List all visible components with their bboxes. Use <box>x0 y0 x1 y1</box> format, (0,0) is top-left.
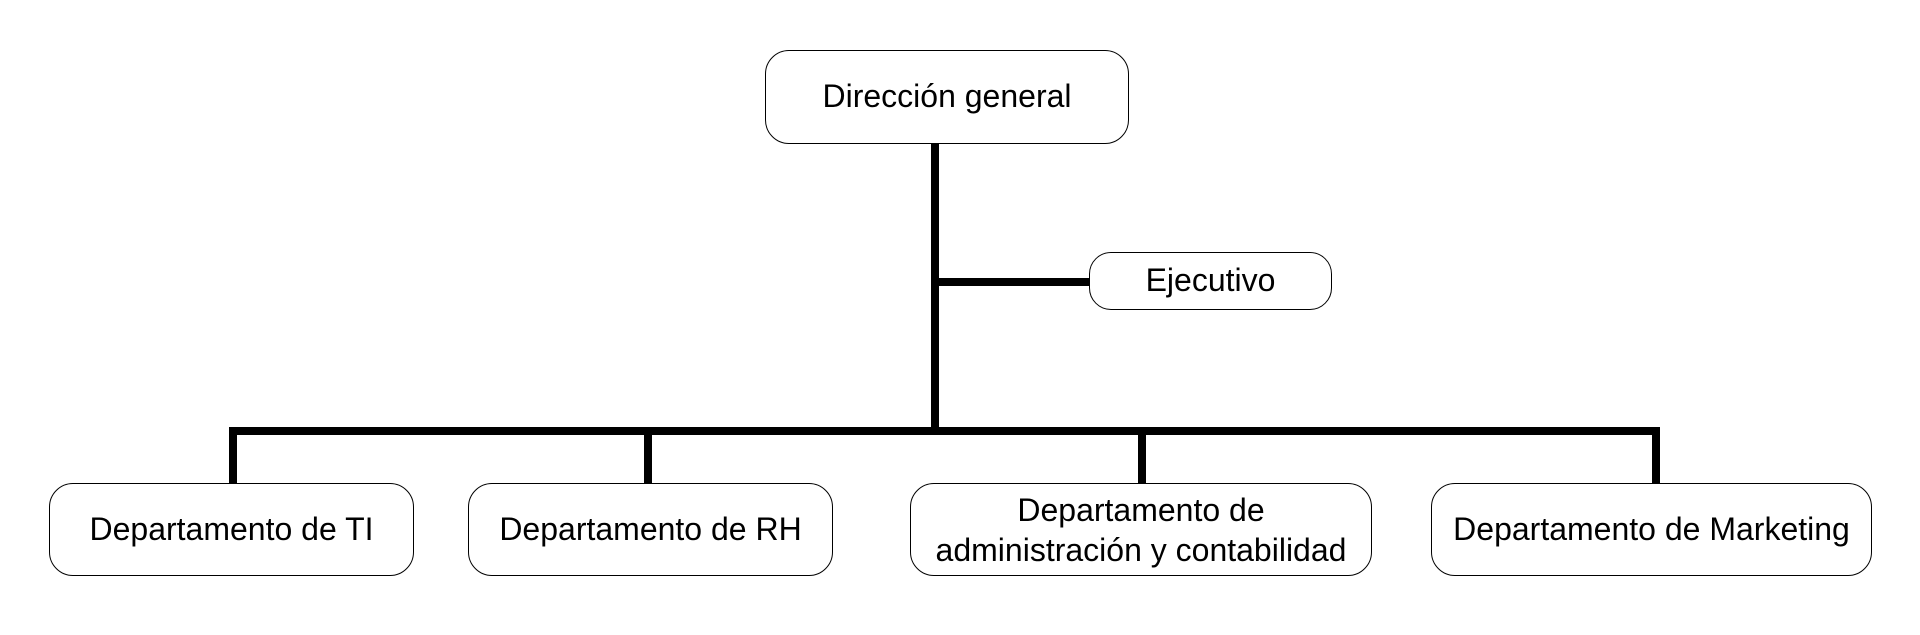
connector-dept-marketing <box>1652 427 1660 484</box>
node-departamento-rh <box>468 483 833 576</box>
node-departamento-ti <box>49 483 414 576</box>
node-departamento-ti-label: Departamento de TI <box>89 510 374 547</box>
connector-root-trunk <box>931 143 939 431</box>
node-departamento-rh-label: Departamento de RH <box>499 510 802 547</box>
node-ejecutivo <box>1089 252 1332 310</box>
connector-dept-admin <box>1138 427 1146 484</box>
node-direccion-general <box>765 50 1129 144</box>
node-departamento-administracion <box>910 483 1372 576</box>
connector-assistant-branch <box>935 278 1090 286</box>
node-ejecutivo-label: Ejecutivo <box>1145 262 1276 299</box>
node-direccion-general-label: Dirección general <box>822 78 1072 115</box>
connector-dept-ti <box>229 427 237 484</box>
node-departamento-marketing <box>1431 483 1872 576</box>
node-departamento-administracion-line-2: administración y contabilidad <box>935 531 1347 568</box>
node-departamento-administracion-line-1: Departamento de <box>1017 491 1265 528</box>
connector-dept-rh <box>644 427 652 484</box>
connector-departments-bus <box>229 427 1660 435</box>
node-departamento-marketing-label: Departamento de Marketing <box>1453 510 1850 547</box>
